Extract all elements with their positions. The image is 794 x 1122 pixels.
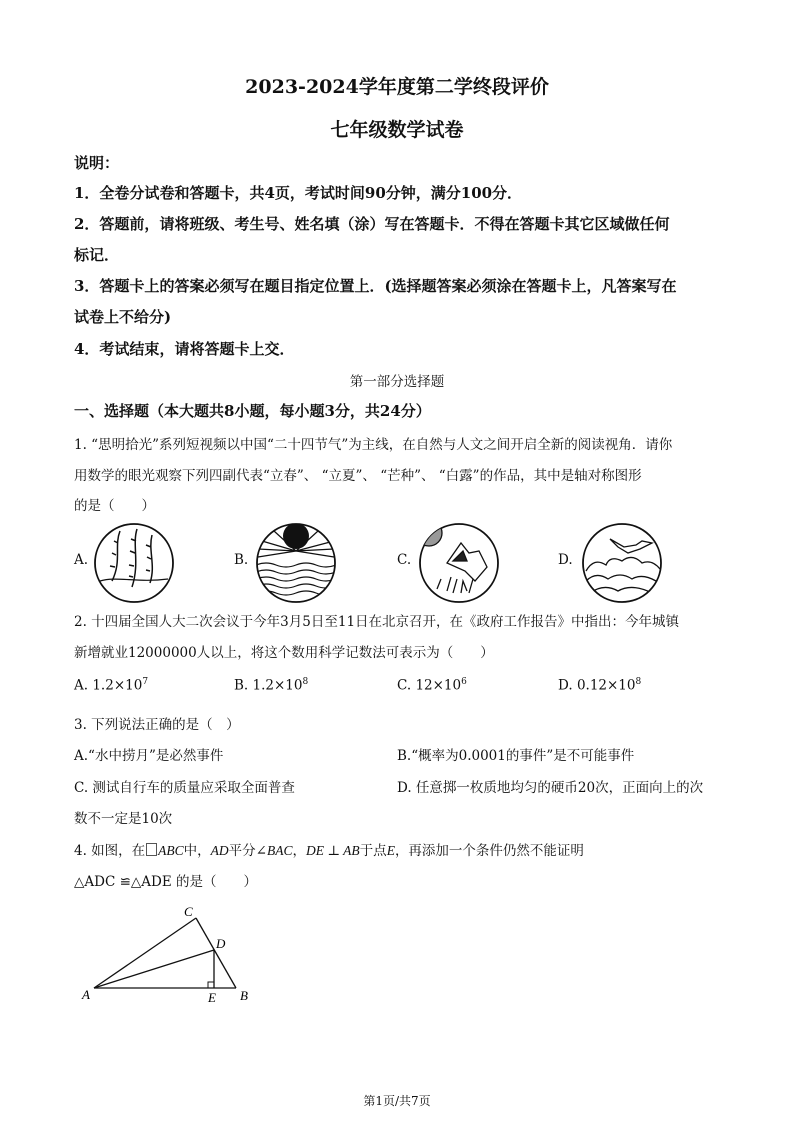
triangle-symbol-icon bbox=[146, 843, 157, 856]
q1-option-c-label: C. bbox=[397, 552, 412, 568]
instruction-1: 1．全卷分试卷和答题卡，共4页，考试时间90分钟，满分100分． bbox=[74, 184, 523, 202]
q4-text-5: 于点 bbox=[359, 843, 387, 859]
q1-line3: 的是（ ） bbox=[74, 498, 155, 514]
q2-option-b-exp: 8 bbox=[302, 677, 309, 687]
point-b-label: B bbox=[240, 988, 248, 1003]
lichun-artwork bbox=[92, 521, 176, 605]
q4-perpendicular: DE ⊥ AB bbox=[305, 843, 360, 858]
q2-option-c-base: 12×10 bbox=[415, 677, 462, 694]
q4-triangle-abc: ABC bbox=[158, 843, 184, 858]
instruction-2-line2: 标记． bbox=[74, 246, 120, 264]
q4-text-1: 4. 如图，在 bbox=[74, 843, 146, 859]
q4-text-3: 平分∠ bbox=[228, 843, 267, 859]
q4-text-4: ， bbox=[292, 843, 306, 859]
section-heading: 一、选择题（本大题共8小题，每小题3分，共24分） bbox=[74, 402, 431, 420]
part1-heading: 第一部分选择题 bbox=[349, 374, 445, 390]
q2-option-b-base: 1.2×10 bbox=[252, 677, 303, 694]
q1-option-a-label: A. bbox=[74, 552, 89, 568]
q4-text-2: 中， bbox=[183, 843, 211, 859]
exam-subtitle: 七年级数学试卷 bbox=[330, 119, 464, 141]
q2-option-a bbox=[74, 677, 148, 694]
q3-option-d-line2: 数不一定是10次 bbox=[74, 811, 173, 827]
q2-option-d bbox=[558, 677, 641, 694]
lixia-artwork bbox=[254, 521, 338, 605]
point-c-label: C bbox=[184, 904, 193, 919]
point-d-label: D bbox=[216, 936, 226, 951]
q1-option-b-label: B. bbox=[234, 552, 249, 568]
instructions-heading: 说明： bbox=[74, 154, 120, 172]
q2-line1: 2. 十四届全国人大二次会议于今年3月5日至11日在北京召开，在《政府工作报告》中指出：今年城镇 bbox=[74, 614, 680, 630]
q2-option-c-exp: 6 bbox=[461, 677, 467, 687]
q2-option-d-base: 0.12×10 bbox=[576, 677, 636, 694]
q4-line2: △ADC ≌△ADE 的是（ ） bbox=[74, 874, 257, 890]
q3-option-d-line1: D. 任意掷一枚质地均匀的硬币20次，正面向上的次 bbox=[397, 780, 704, 796]
q4-text-6: ，再添加一个条件仍然不能证明 bbox=[394, 843, 584, 859]
q2-option-b bbox=[234, 677, 308, 694]
page-number: 第1页/共7页 bbox=[363, 1094, 431, 1108]
q3-stem: 3. 下列说法正确的是（ ） bbox=[74, 717, 240, 733]
point-e-label: E bbox=[208, 990, 216, 1005]
q3-option-a: A.“水中捞月”是必然事件 bbox=[74, 748, 224, 764]
q2-option-a-label: A. bbox=[74, 677, 89, 694]
q2-option-a-base: 1.2×10 bbox=[92, 677, 143, 694]
q4-segment-ad: AD bbox=[210, 843, 229, 858]
q4-angle-bac: BAC bbox=[266, 843, 293, 858]
exam-title: 2023-2024学年度第二学终段评价 bbox=[245, 76, 549, 98]
instruction-2-line1: 2．答题前，请将班级、考生号、姓名填（涂）写在答题卡．不得在答题卡其它区域做任何 bbox=[74, 215, 670, 233]
q2-option-b-label: B. bbox=[234, 677, 249, 694]
q3-option-c: C. 测试自行车的质量应采取全面普查 bbox=[74, 780, 295, 796]
q4-point-e: E bbox=[386, 843, 395, 858]
q1-option-d-label: D. bbox=[558, 552, 573, 568]
q3-option-b: B.“概率为0.0001的事件”是不可能事件 bbox=[397, 748, 635, 764]
q4-line1 bbox=[74, 839, 584, 859]
instruction-4: 4．考试结束，请将答题卡上交． bbox=[74, 340, 295, 358]
q2-line2: 新增就业12000000人以上，将这个数用科学记数法可表示为（ ） bbox=[74, 645, 494, 661]
mangzhong-artwork bbox=[417, 521, 501, 605]
q2-option-a-exp: 7 bbox=[142, 677, 149, 687]
instruction-3-line2: 试卷上不给分) bbox=[74, 308, 172, 326]
triangle-figure bbox=[80, 900, 270, 1010]
point-a-label: A bbox=[82, 987, 90, 1002]
q2-option-c bbox=[397, 677, 467, 694]
q2-option-d-label: D. bbox=[558, 677, 573, 694]
q1-line2: 用数学的眼光观察下列四副代表“立春”、 “立夏”、 “芒种”、 “白露”的作品，其中是轴对称图形 bbox=[74, 468, 642, 484]
q2-option-c-label: C. bbox=[397, 677, 412, 694]
instruction-3-line1: 3．答题卡上的答案必须写在题目指定位置上．(选择题答案必须涂在答题卡上，凡答案写在 bbox=[74, 277, 677, 295]
q1-line1: 1. “思明拾光”系列短视频以中国“二十四节气”为主线，在自然与人文之间开启全新的阅读视角．请你 bbox=[74, 437, 673, 453]
bailu-artwork bbox=[580, 521, 664, 605]
q2-option-d-exp: 8 bbox=[635, 677, 642, 687]
